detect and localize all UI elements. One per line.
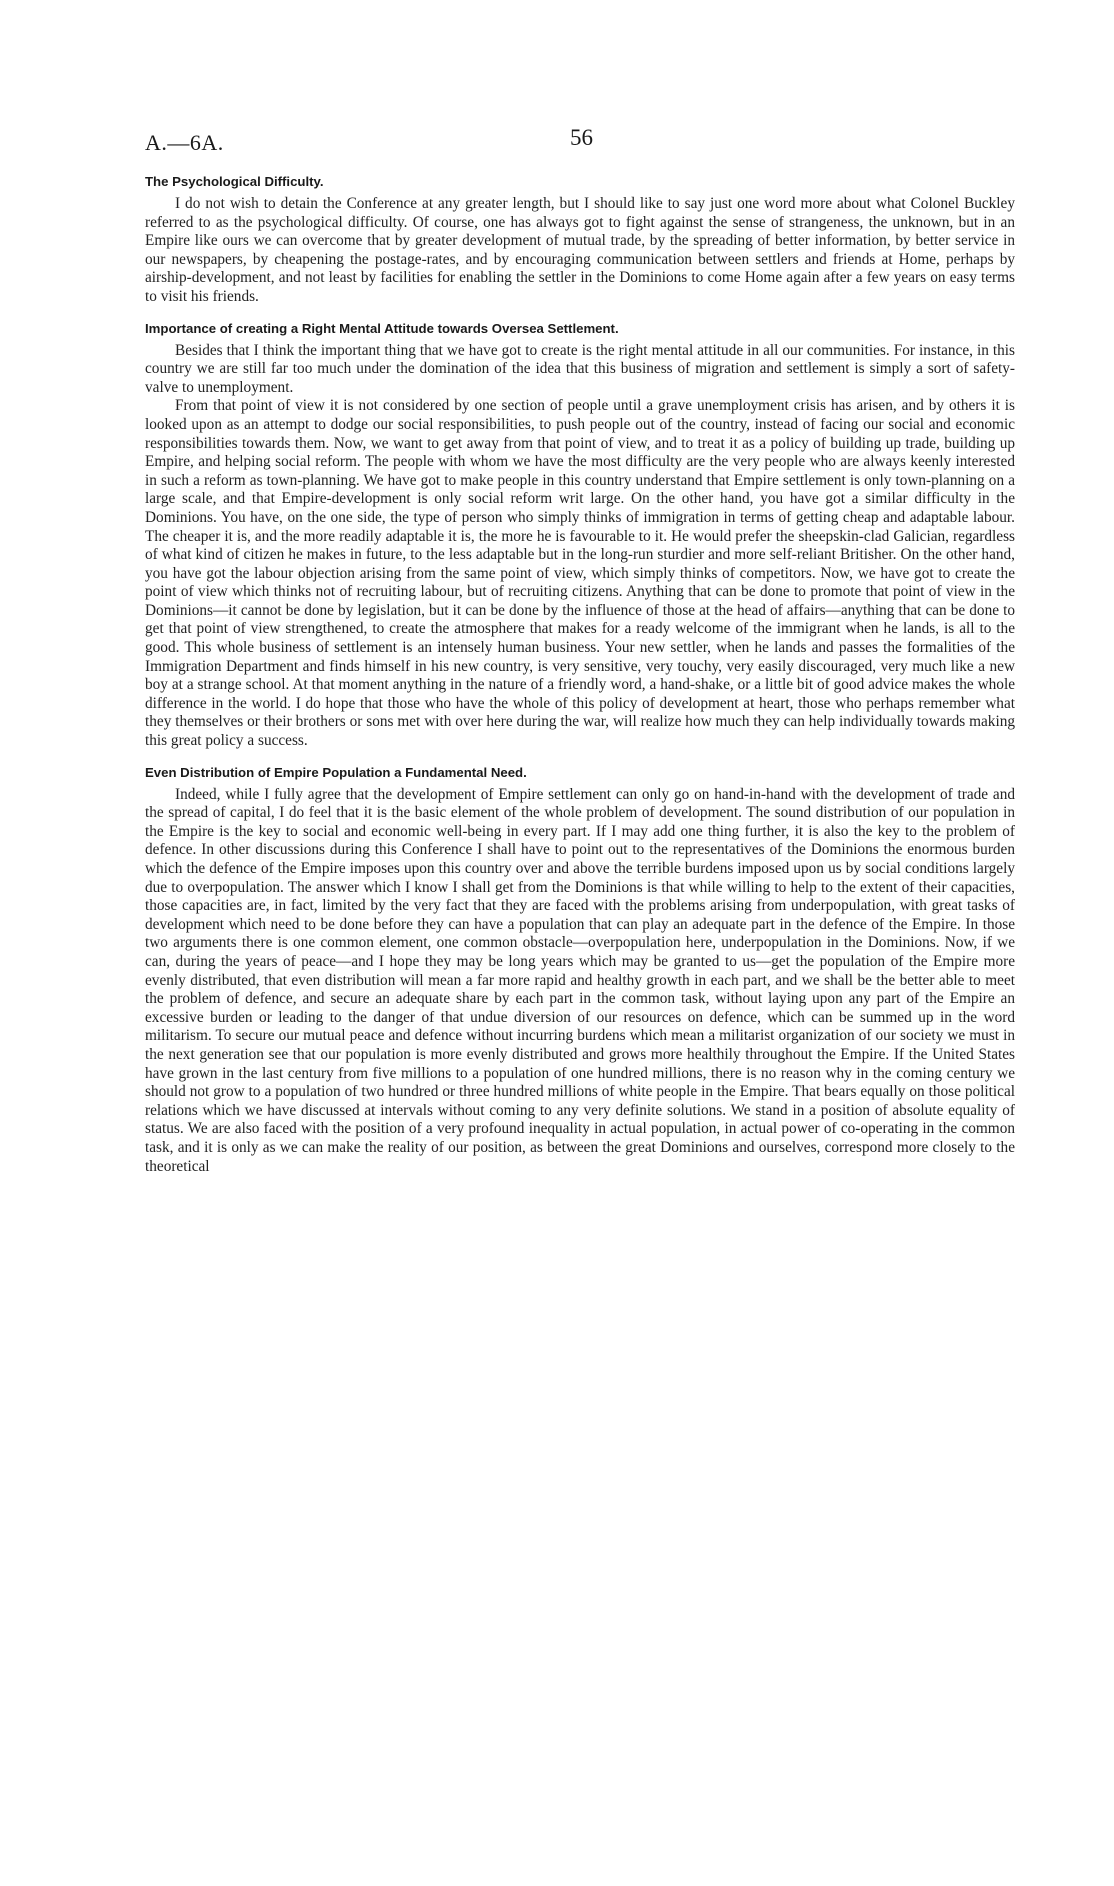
document-reference: A.—6A. [145,130,224,155]
paragraph: From that point of view it is not considered by one section of people until a grave unemployment crisis has arisen, and by others it is looked upon as an attempt to dodge our social responsibilities, to push people out of the country, instead of facing our social and economic responsibilities towards them. Now, we want to get away from that point of view, and to treat it as a policy of building up trade, building up Empire, and helping social reform. The people with whom we have the most difficulty are the very people who are always keenly interested in such a reform as town-planning. We have got to make people in this country understand that Empire settlement is only town-planning on a large scale, and that Empire-development is only social reform writ large. On the other hand, you have got a similar difficulty in the Dominions. You have, on the one side, the type of person who simply thinks of immigration in terms of getting cheap and adaptable labour. The cheaper it is, and the more readily adaptable it is, the more he is favourable to it. He would prefer the sheepskin-clad Galician, regardless of what kind of citizen he makes in future, to the less adaptable but in the long-run sturdier and more self-reliant Britisher. On the other hand, you have got the labour objection arising from the same point of view, which simply thinks of competitors. Now, we have got to create the point of view which thinks not of recruiting labour, but of recruiting citizens. Anything that can be done to promote that point of view in the Dominions—it cannot be done by legislation, but it can be done by the influence of those at the head of affairs—anything that can be done to get that point of view strengthened, to create the atmosphere that makes for a ready welcome of the immigrant when he lands, is all to the good. This whole business of settlement is an intensely human business. Your new settler, when he lands and passes the formalities of the Immigration Department and finds himself in his new country, is very sensitive, very touchy, very easily discouraged, very much like a new boy at a strange school. At that moment anything in the nature of a friendly word, a hand-shake, or a little bit of good advice makes the whole difference in the world. I do hope that those who have the whole of this policy of development at heart, those who perhaps remember what they themselves or their brothers or sons met with over here during the war, will realize how much they can help individually towards making this great policy a success. [145,397,1015,750]
document-page [145,120,1015,1820]
section-even-distribution [145,764,1015,1176]
page-number: 56 [570,125,593,150]
page-header [145,120,1015,160]
section-heading: Even Distribution of Empire Population a Fundamental Need. [145,764,527,780]
paragraph: Indeed, while I fully agree that the development of Empire settlement can only go on hand-in-hand with the development of trade and the spread of capital, I do feel that it is the basic element of the whole problem of development. The sound distribution of our population in the Empire is the key to social and economic well-being in every part. If I may add one thing further, it is also the key to the problem of defence. In other discussions during this Conference I shall have to point out to the representatives of the Dominions the enormous burden which the defence of the Empire imposes upon this country over and above the terrible burdens imposed upon us by social conditions largely due to overpopulation. The answer which I know I shall get from the Dominions is that while willing to help to the extent of their capacities, those capacities are, in fact, limited by the very fact that they are faced with the problems arising from underpopulation, with great tasks of development which need to be done before they can have a population that can play an adequate part in the defence of the Empire. In those two arguments there is one common element, one common obstacle—overpopulation here, underpopulation in the Dominions. Now, if we can, during the years of peace—and I hope they may be long years which may be granted to us—get the population of the Empire more evenly distributed, that even distribution will mean a far more rapid and healthy growth in each part, and we shall be the better able to meet the problem of defence, and secure an adequate share by each part in the common task, without laying upon any part of the Empire an excessive burden or leading to the danger of that undue diversion of our resources on defence, which can be summed up in the word militarism. To secure our mutual peace and defence without incurring burdens which mean a militarist organization of our society we must in the next generation see that our population is more evenly distributed and grows more healthily throughout the Empire. If the United States have grown in the last century from five millions to a population of one hundred millions, there is no reason why in the coming century we should not grow to a population of two hundred or three hundred millions of white people in the Empire. That bears equally on those political relations which we have discussed at intervals without coming to any very definite solutions. We stand in a position of absolute equality of status. We are also faced with the position of a very profound inequality in actual population, in actual power of co-operating in the common task, and it is only as we can make the reality of our position, as between the great Dominions and ourselves, correspond more closely to the theoretical [145,785,1015,1175]
paragraph: I do not wish to detain the Conference at any greater length, but I should like to say just one word more about what Colonel Buckley referred to as the psychological difficulty. Of course, one has always got to fight against the sense of strangeness, the unknown, but in an Empire like ours we can overcome that by greater development of mutual trade, by the spreading of better information, by better service in our newspapers, by cheapening the postage-rates, and by encouraging communication between settlers and friends at Home, perhaps by airship-development, and not least by facilities for enabling the settler in the Dominions to come Home again after a few years on easy terms to visit his friends. [145,195,1015,305]
section-mental-attitude [145,320,1015,751]
paragraph: Besides that I think the important thing that we have got to create is the right mental attitude in all our communities. For instance, in this country we are still far too much under the domination of the idea that this business of migration and settlement is simply a sort of safety-valve to unemployment. [145,341,1015,396]
section-heading: Importance of creating a Right Mental Attitude towards Oversea Settlement. [145,320,619,336]
section-heading: The Psychological Difficulty. [145,174,324,189]
section-psychological-difficulty [145,174,1015,307]
